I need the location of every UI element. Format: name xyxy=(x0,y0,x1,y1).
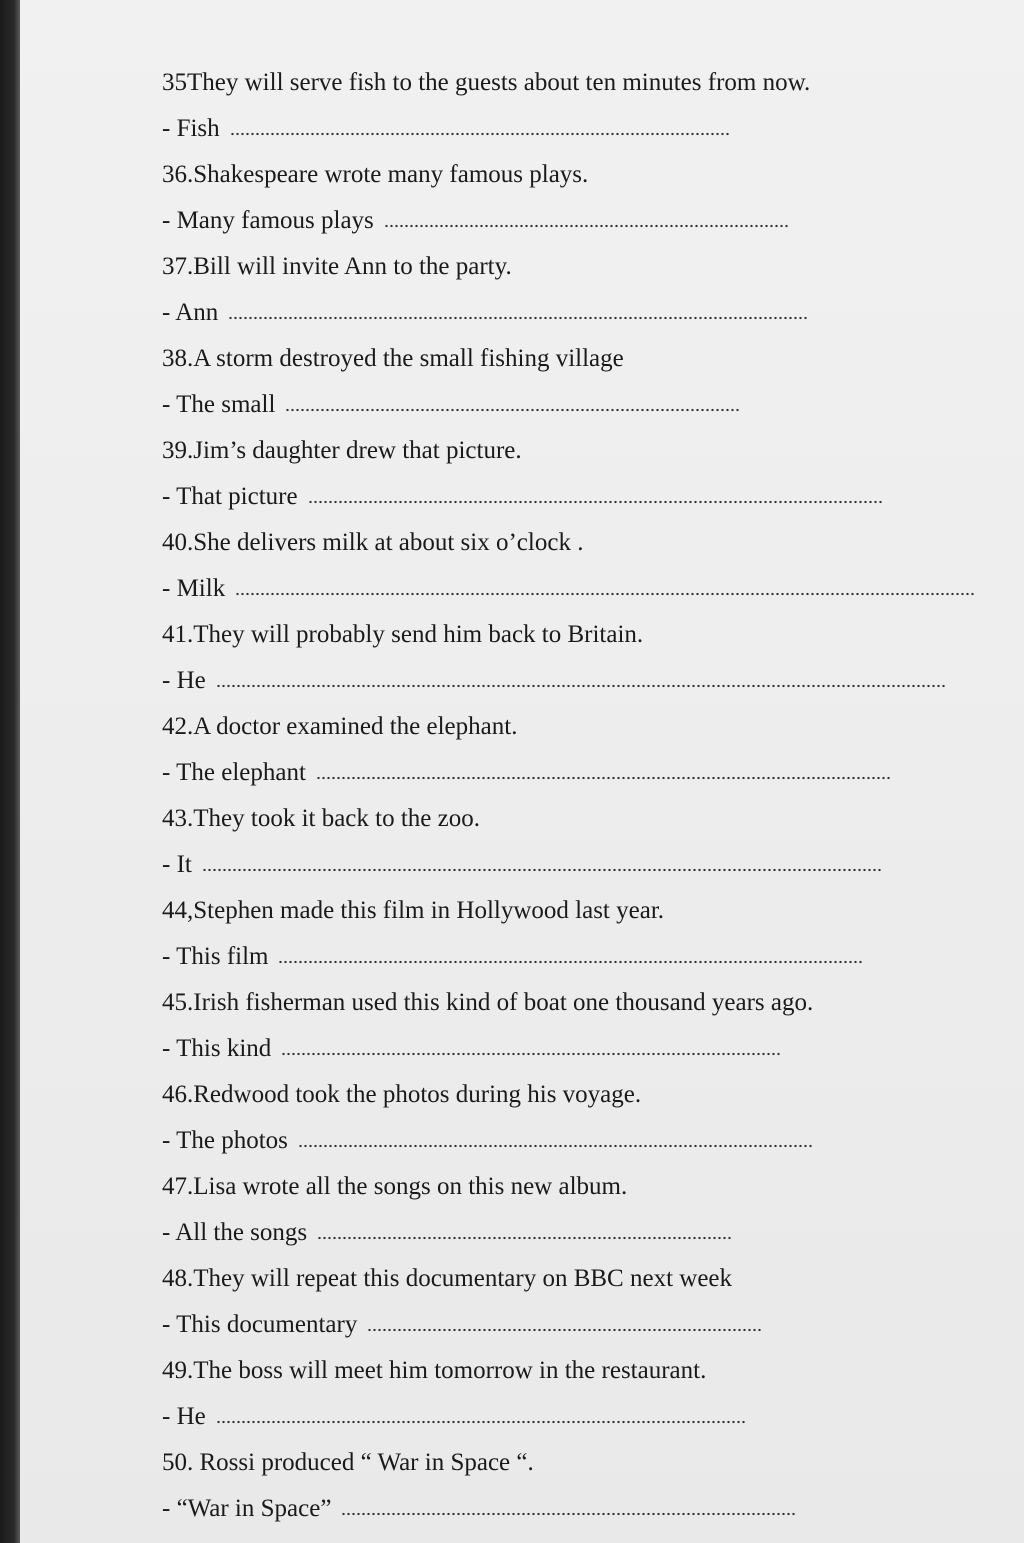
answer-prompt: - It xyxy=(162,851,192,878)
photo-left-edge xyxy=(0,0,20,1543)
answer-blank[interactable] xyxy=(308,500,883,504)
answer-blank[interactable] xyxy=(367,1328,762,1332)
exercise-47 xyxy=(162,1164,1022,1256)
answer-line xyxy=(162,1486,1022,1532)
answer-line xyxy=(162,750,1022,796)
answer-line xyxy=(162,1118,1022,1164)
answer-line xyxy=(162,106,1022,152)
answer-line xyxy=(162,1210,1022,1256)
question-text: 39.Jim’s daughter drew that picture. xyxy=(162,437,522,464)
exercise-38 xyxy=(162,336,1022,428)
question-text: 41.They will probably send him back to Britain. xyxy=(162,621,644,648)
answer-prompt: - Fish xyxy=(162,115,220,142)
answer-blank[interactable] xyxy=(278,960,863,964)
question-text: 47.Lisa wrote all the songs on this new album. xyxy=(162,1173,628,1200)
question-text: 48.They will repeat this documentary on BBC next week xyxy=(162,1265,733,1292)
exercise-45 xyxy=(162,980,1022,1072)
exercise-39 xyxy=(162,428,1022,520)
question-text: 38.A storm destroyed the small fishing village xyxy=(162,345,624,372)
exercise-43 xyxy=(162,796,1022,888)
answer-blank[interactable] xyxy=(285,408,740,412)
question-text: 42.A doctor examined the elephant. xyxy=(162,713,518,740)
answer-line xyxy=(162,842,1022,888)
answer-line xyxy=(162,382,1022,428)
question-text: 40.She delivers milk at about six o’clock . xyxy=(162,529,584,556)
answer-blank[interactable] xyxy=(228,316,808,320)
answer-prompt: - The small xyxy=(162,391,276,418)
exercise-46 xyxy=(162,1072,1022,1164)
answer-blank[interactable] xyxy=(281,1052,781,1056)
answer-line xyxy=(162,934,1022,980)
worksheet-page xyxy=(20,0,1024,1543)
exercise-41 xyxy=(162,612,1022,704)
answer-prompt: - Ann xyxy=(162,299,219,326)
answer-blank[interactable] xyxy=(216,1420,746,1424)
answer-blank[interactable] xyxy=(216,684,946,688)
answer-prompt: - That picture xyxy=(162,483,298,510)
question-text: 46.Redwood took the photos during his voyage. xyxy=(162,1081,642,1108)
question-text: 44,Stephen made this film in Hollywood last year. xyxy=(162,897,665,924)
answer-prompt: - “War in Space” xyxy=(162,1495,332,1522)
answer-line xyxy=(162,474,1022,520)
question-text: 45.Irish fisherman used this kind of boat one thousand years ago. xyxy=(162,989,814,1016)
answer-prompt: - Many famous plays xyxy=(162,207,374,234)
answer-blank[interactable] xyxy=(341,1512,796,1516)
question-text: 49.The boss will meet him tomorrow in the restaurant. xyxy=(162,1357,707,1384)
exercise-50 xyxy=(162,1440,1022,1532)
exercise-35 xyxy=(162,60,1022,152)
answer-blank[interactable] xyxy=(202,868,882,872)
question-text: 43.They took it back to the zoo. xyxy=(162,805,480,832)
answer-line xyxy=(162,1026,1022,1072)
answer-line xyxy=(162,290,1022,336)
answer-blank[interactable] xyxy=(317,1236,732,1240)
answer-blank[interactable] xyxy=(230,132,730,136)
answer-prompt: - All the songs xyxy=(162,1219,308,1246)
exercise-36 xyxy=(162,152,1022,244)
exercise-44 xyxy=(162,888,1022,980)
question-text: 35They will serve fish to the guests about ten minutes from now. xyxy=(162,69,811,96)
answer-blank[interactable] xyxy=(384,224,789,228)
answer-line xyxy=(162,566,1022,612)
answer-prompt: - The photos xyxy=(162,1127,288,1154)
answer-prompt: - The elephant xyxy=(162,759,306,786)
answer-line xyxy=(162,658,1022,704)
answer-prompt: - He xyxy=(162,1403,206,1430)
exercise-37 xyxy=(162,244,1022,336)
answer-prompt: - This kind xyxy=(162,1035,272,1062)
exercise-list xyxy=(162,60,1022,1532)
answer-prompt: - This film xyxy=(162,943,269,970)
exercise-49 xyxy=(162,1348,1022,1440)
answer-blank[interactable] xyxy=(298,1144,813,1148)
exercise-40 xyxy=(162,520,1022,612)
question-text: 36.Shakespeare wrote many famous plays. xyxy=(162,161,589,188)
exercise-42 xyxy=(162,704,1022,796)
answer-prompt: - He xyxy=(162,667,206,694)
answer-blank[interactable] xyxy=(316,776,891,780)
answer-prompt: - Milk xyxy=(162,575,226,602)
question-text: 50. Rossi produced “ War in Space “. xyxy=(162,1449,534,1476)
answer-blank[interactable] xyxy=(235,592,975,596)
answer-line xyxy=(162,1302,1022,1348)
question-text: 37.Bill will invite Ann to the party. xyxy=(162,253,512,280)
answer-line xyxy=(162,198,1022,244)
answer-prompt: - This documentary xyxy=(162,1311,358,1338)
exercise-48 xyxy=(162,1256,1022,1348)
answer-line xyxy=(162,1394,1022,1440)
